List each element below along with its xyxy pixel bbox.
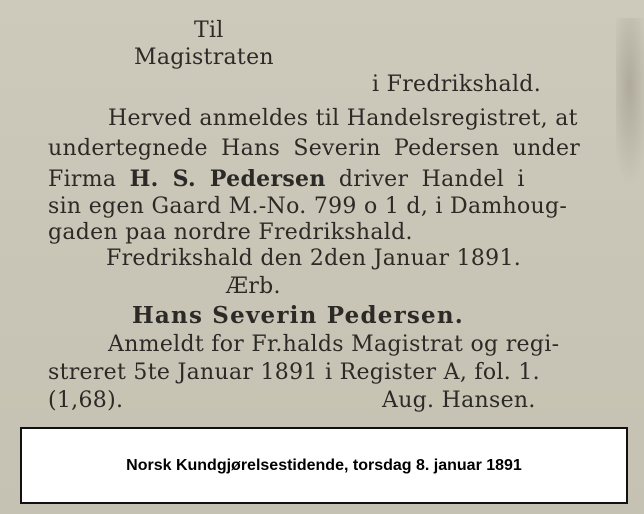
body-line-2: undertegnede Hans Severin Pedersen under	[48, 136, 581, 161]
date-line: Fredrikshald den 2den Januar 1891.	[106, 246, 522, 271]
firma-prefix: Firma	[48, 167, 117, 192]
body-line-4: sin egen Gaard M.-No. 799 o 1 d, i Damhoug-	[48, 194, 568, 219]
firma-suffix: driver Handel i	[338, 167, 525, 192]
addressee-place: i Fredrikshald.	[372, 72, 541, 97]
source-caption: Norsk Kundgjørelsestidende, torsdag 8. januar 1891	[126, 456, 522, 474]
body-line-5: gaden paa nordre Fredrikshald.	[48, 220, 413, 245]
firm-name: H. S. Pedersen	[129, 166, 326, 192]
registration-line-1: Anmeldt for Fr.halds Magistrat og regi-	[108, 332, 560, 357]
firma-line	[48, 166, 525, 192]
registration-line-2: streret 5te Januar 1891 i Register A, fol. 1.	[48, 360, 540, 385]
caption-box	[20, 427, 628, 504]
addressee-to: Til	[194, 18, 224, 43]
signature-name: Hans Severin Pedersen.	[132, 302, 464, 329]
salutation: Ærb.	[226, 274, 281, 299]
registration-ref: (1,68).	[48, 388, 124, 413]
bleed-through-stain	[616, 18, 644, 188]
registrar-signature: Aug. Hansen.	[382, 388, 536, 413]
addressee-name: Magistraten	[134, 45, 274, 70]
body-line-1: Herved anmeldes til Handelsregistret, at	[108, 106, 578, 131]
